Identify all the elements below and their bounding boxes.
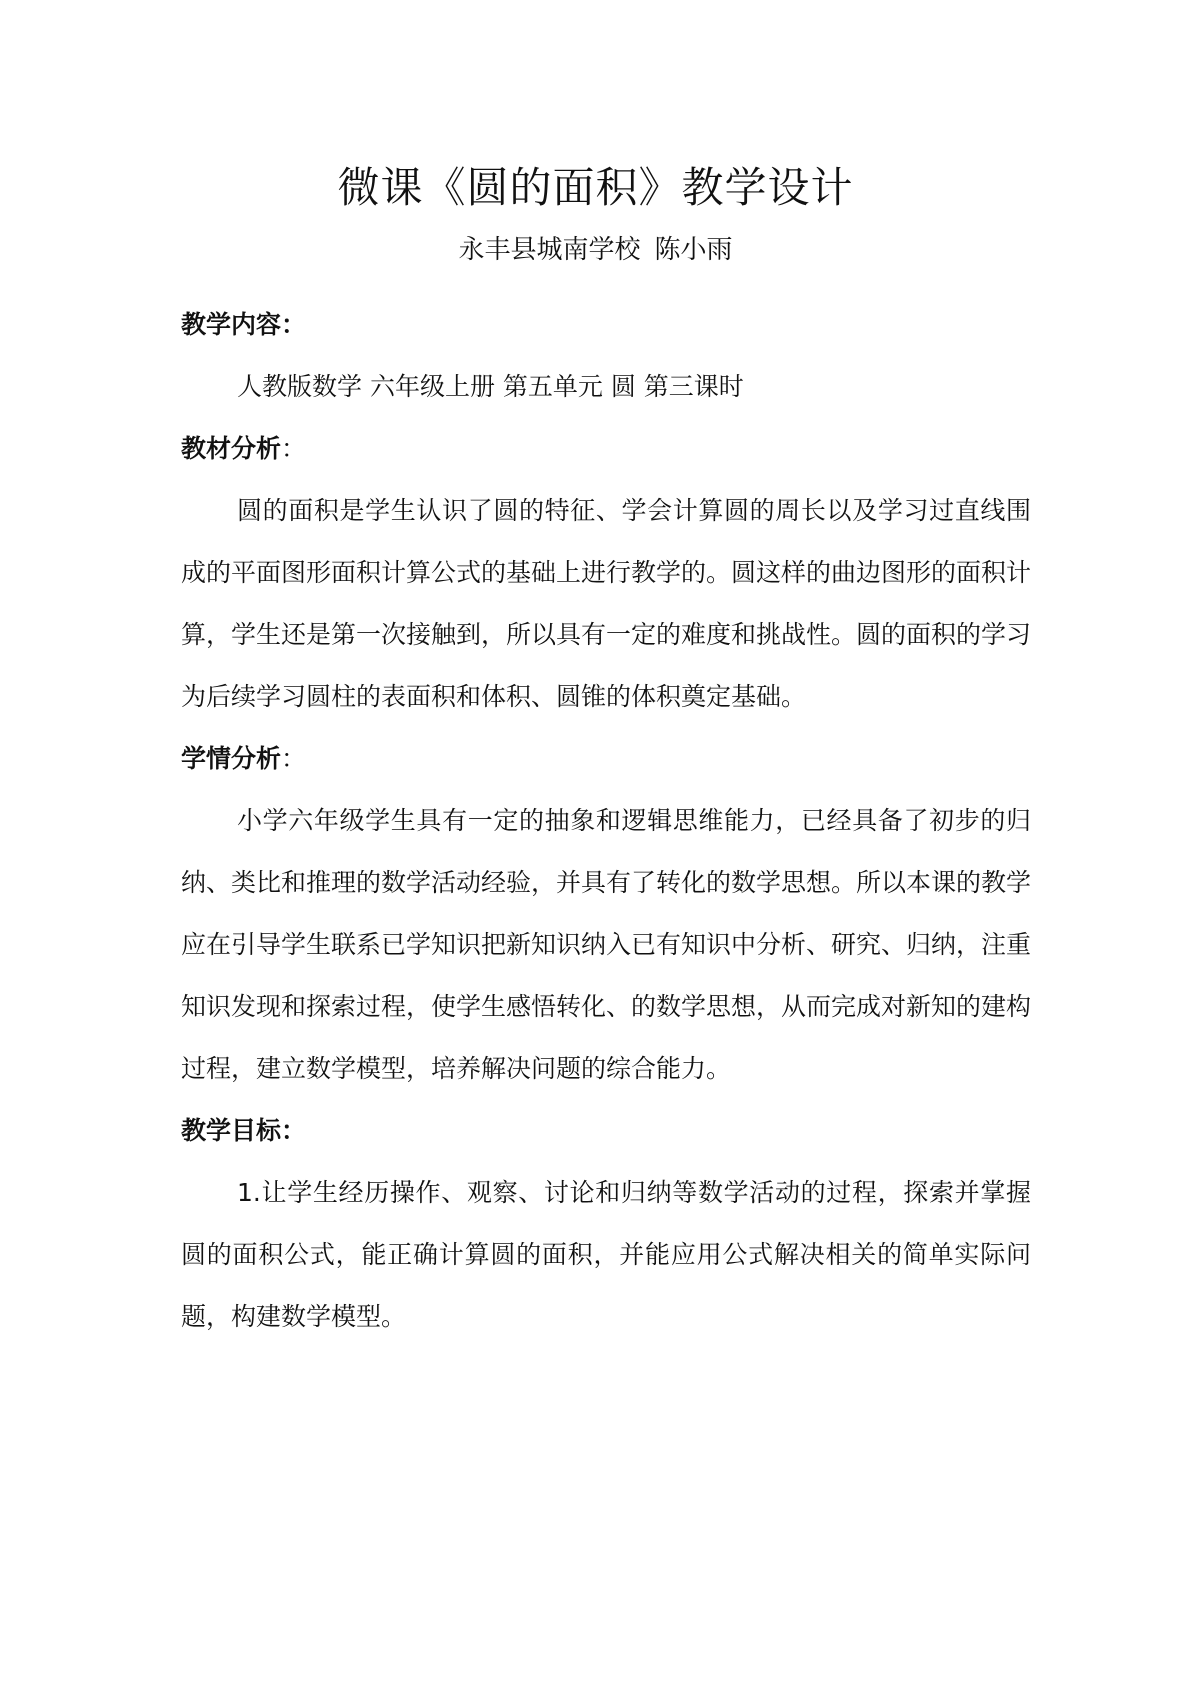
section-heading-colon: ： — [281, 744, 307, 773]
document-title: 微课《圆的面积》教学设计 — [337, 163, 854, 212]
section-heading-material-analysis — [181, 418, 1031, 480]
section-heading-teaching-goals — [181, 1100, 1031, 1162]
section-heading-colon: ： — [281, 1116, 307, 1145]
section-heading-colon: ： — [281, 310, 307, 339]
document-body — [181, 294, 1031, 1348]
section-paragraph-student-analysis: 小学六年级学生具有一定的抽象和逻辑思维能力，已经具备了初步的归纳、类比和推理的数学活动经验，并具有了转化的数学思想。所以本课的教学应在引导学生联系已学知识把新知识纳入已有知识中分析、研究、归纳，注重知识发现和探索过程，使学生感悟转化、的数学思想，从而完成对新知的建构过程，建立数学模型，培养解决问题的综合能力。 — [181, 806, 1032, 1083]
section-heading-colon: ： — [281, 434, 307, 463]
section-paragraph-material-analysis: 圆的面积是学生认识了圆的特征、学会计算圆的周长以及学习过直线围成的平面图形面积计算公式的基础上进行教学的。圆这样的曲边图形的面积计算，学生还是第一次接触到，所以具有一定的难度和挑战性。圆的面积的学习为后续学习圆柱的表面积和体积、圆锥的体积奠定基础。 — [181, 496, 1032, 711]
section-heading-text: 教学目标 — [181, 1116, 282, 1145]
author-line — [0, 232, 1191, 268]
section-paragraph-teaching-goals: 1.让学生经历操作、观察、讨论和归纳等数学活动的过程，探索并掌握圆的面积公式，能正确计算圆的面积，并能应用公式解决相关的简单实际问题，构建数学模型。 — [181, 1178, 1031, 1331]
section-heading-text: 教材分析 — [181, 434, 282, 463]
section-paragraph-teaching-content: 人教版数学 六年级上册 第五单元 圆 第三课时 — [237, 372, 744, 401]
section-heading-teaching-content — [181, 294, 1031, 356]
author-school: 永丰县城南学校 — [458, 235, 641, 265]
section-heading-text: 教学内容 — [181, 310, 282, 339]
section-heading-student-analysis — [181, 728, 1031, 790]
author-name: 陈小雨 — [654, 235, 733, 265]
section-heading-text: 学情分析 — [181, 744, 282, 773]
